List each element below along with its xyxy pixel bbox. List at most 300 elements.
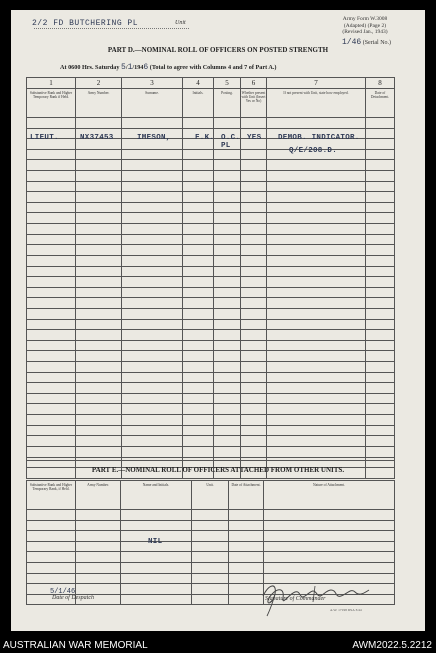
table-cell bbox=[76, 393, 122, 404]
table-cell bbox=[214, 351, 241, 362]
table-cell bbox=[241, 202, 267, 213]
table-cell bbox=[267, 245, 366, 256]
table-cell bbox=[183, 277, 214, 288]
table-cell bbox=[267, 118, 366, 129]
table-cell bbox=[366, 171, 395, 182]
table-cell bbox=[267, 192, 366, 203]
table-cell bbox=[76, 552, 121, 563]
table-row bbox=[27, 266, 395, 277]
column-number: 7 bbox=[267, 78, 366, 89]
archive-caption: AUSTRALIAN WAR MEMORIAL bbox=[3, 640, 148, 651]
table-cell bbox=[27, 520, 76, 531]
table-row bbox=[27, 563, 395, 574]
part-d-title: PART D.—NOMINAL ROLL OF OFFICERS ON POSTED STRENGTH bbox=[107, 46, 329, 54]
table-cell bbox=[267, 213, 366, 224]
year-typed: 6 bbox=[143, 63, 149, 72]
table-row bbox=[27, 330, 395, 341]
table-row bbox=[27, 372, 395, 383]
table-cell bbox=[267, 372, 366, 383]
table-cell bbox=[366, 149, 395, 160]
part-d-rows bbox=[27, 118, 395, 479]
table-cell bbox=[27, 202, 76, 213]
table-cell bbox=[241, 362, 267, 373]
table-cell bbox=[183, 351, 214, 362]
table-row bbox=[27, 541, 395, 552]
table-cell bbox=[264, 552, 395, 563]
table-cell bbox=[267, 234, 366, 245]
table-cell bbox=[27, 573, 76, 584]
table-cell bbox=[214, 213, 241, 224]
table-cell bbox=[27, 383, 76, 394]
table-cell bbox=[76, 149, 122, 160]
table-cell bbox=[76, 266, 122, 277]
table-cell bbox=[122, 149, 183, 160]
table-cell bbox=[122, 383, 183, 394]
table-cell bbox=[192, 541, 229, 552]
table-cell bbox=[27, 330, 76, 341]
column-header-row bbox=[27, 481, 395, 510]
table-row bbox=[27, 245, 395, 256]
table-row bbox=[27, 351, 395, 362]
table-row bbox=[27, 383, 395, 394]
table-cell bbox=[214, 266, 241, 277]
table-cell bbox=[183, 298, 214, 309]
table-cell bbox=[76, 319, 122, 330]
table-cell bbox=[241, 213, 267, 224]
table-row bbox=[27, 181, 395, 192]
table-cell bbox=[241, 393, 267, 404]
table-cell bbox=[183, 192, 214, 203]
table-cell bbox=[76, 160, 122, 171]
table-cell bbox=[366, 404, 395, 415]
part-d-subtitle: At 0600 Hrs. Saturday 5/1/1946 (Total to agree with Columns 4 and 7 of Part A.) bbox=[60, 63, 277, 72]
table-cell bbox=[76, 584, 121, 595]
table-cell bbox=[76, 245, 122, 256]
table-cell bbox=[27, 393, 76, 404]
table-cell bbox=[76, 213, 122, 224]
table-cell bbox=[27, 415, 76, 426]
form-ref-line: (Adapted) (Page 2) bbox=[343, 22, 387, 29]
table-cell bbox=[241, 181, 267, 192]
table-cell bbox=[366, 245, 395, 256]
table-cell bbox=[366, 234, 395, 245]
table-row bbox=[27, 202, 395, 213]
table-cell bbox=[27, 531, 76, 542]
table-row bbox=[27, 298, 395, 309]
table-cell bbox=[27, 277, 76, 288]
table-cell bbox=[121, 573, 192, 584]
table-cell bbox=[122, 277, 183, 288]
table-cell bbox=[366, 308, 395, 319]
table-cell bbox=[229, 563, 264, 574]
entry-employment: DEMOB. INDICATOR. bbox=[278, 134, 360, 142]
table-row bbox=[27, 234, 395, 245]
table-cell bbox=[76, 202, 122, 213]
table-cell bbox=[76, 224, 122, 235]
table-cell bbox=[366, 224, 395, 235]
table-cell bbox=[192, 573, 229, 584]
table-row bbox=[27, 552, 395, 563]
table-cell bbox=[183, 149, 214, 160]
table-cell bbox=[214, 330, 241, 341]
column-header: Date of Attachment. bbox=[229, 481, 264, 510]
table-cell bbox=[183, 415, 214, 426]
table-cell bbox=[229, 541, 264, 552]
table-cell bbox=[214, 149, 241, 160]
table-cell bbox=[183, 213, 214, 224]
entry-nil: NIL bbox=[148, 538, 163, 546]
table-cell bbox=[76, 425, 122, 436]
subtitle-suffix: (Total to agree with Columns 4 and 7 of Part A.) bbox=[149, 64, 277, 71]
table-row bbox=[27, 149, 395, 160]
column-header: Initials. bbox=[183, 89, 214, 118]
table-cell bbox=[122, 255, 183, 266]
table-cell bbox=[122, 415, 183, 426]
table-cell bbox=[241, 330, 267, 341]
column-header: Name and Initials. bbox=[121, 481, 192, 510]
table-cell bbox=[366, 298, 395, 309]
table-cell bbox=[241, 308, 267, 319]
table-cell bbox=[121, 552, 192, 563]
column-number: 4 bbox=[183, 78, 214, 89]
table-cell bbox=[214, 446, 241, 457]
table-cell bbox=[241, 245, 267, 256]
table-cell bbox=[229, 510, 264, 521]
subtitle-prefix: At 0600 Hrs. Saturday bbox=[60, 64, 120, 71]
table-cell bbox=[27, 446, 76, 457]
table-cell bbox=[27, 234, 76, 245]
table-cell bbox=[264, 531, 395, 542]
table-cell bbox=[241, 446, 267, 457]
table-row bbox=[27, 393, 395, 404]
table-cell bbox=[122, 266, 183, 277]
table-cell bbox=[27, 319, 76, 330]
table-cell bbox=[76, 308, 122, 319]
table-cell bbox=[27, 245, 76, 256]
table-cell bbox=[27, 160, 76, 171]
table-cell bbox=[27, 118, 76, 129]
unit-name: 2/2 FD BUTCHERING PL bbox=[32, 19, 139, 28]
table-cell bbox=[122, 446, 183, 457]
despatch-label: Date of Despatch bbox=[52, 595, 94, 601]
table-cell bbox=[183, 372, 214, 383]
table-cell bbox=[122, 224, 183, 235]
table-cell bbox=[76, 181, 122, 192]
table-cell bbox=[264, 520, 395, 531]
table-cell bbox=[366, 415, 395, 426]
table-cell bbox=[267, 330, 366, 341]
unit-underline bbox=[34, 28, 189, 29]
table-cell bbox=[267, 362, 366, 373]
table-cell bbox=[27, 510, 76, 521]
table-cell bbox=[76, 118, 122, 129]
table-cell bbox=[76, 372, 122, 383]
unit-label: Unit bbox=[175, 20, 186, 26]
date-month: 1 bbox=[127, 63, 133, 72]
signature-label: Signature of Commander bbox=[265, 596, 326, 602]
form-reference bbox=[320, 16, 410, 36]
table-cell bbox=[214, 425, 241, 436]
table-cell bbox=[183, 330, 214, 341]
table-cell bbox=[366, 330, 395, 341]
table-cell bbox=[122, 287, 183, 298]
table-cell bbox=[183, 383, 214, 394]
table-cell bbox=[27, 563, 76, 574]
table-cell bbox=[192, 510, 229, 521]
table-cell bbox=[183, 404, 214, 415]
table-cell bbox=[76, 520, 121, 531]
table-cell bbox=[27, 340, 76, 351]
table-cell bbox=[121, 563, 192, 574]
form-ref-line: (Revised Jan., 1943) bbox=[342, 29, 388, 35]
table-cell bbox=[214, 245, 241, 256]
table-cell bbox=[241, 415, 267, 426]
table-cell bbox=[366, 181, 395, 192]
table-cell bbox=[121, 594, 192, 605]
table-cell bbox=[183, 255, 214, 266]
table-cell bbox=[214, 255, 241, 266]
year-prefix: 194 bbox=[134, 64, 144, 71]
table-cell bbox=[122, 171, 183, 182]
table-cell bbox=[264, 563, 395, 574]
table-cell bbox=[27, 372, 76, 383]
table-cell bbox=[76, 255, 122, 266]
table-cell bbox=[122, 404, 183, 415]
table-cell bbox=[192, 531, 229, 542]
table-cell bbox=[214, 415, 241, 426]
table-cell bbox=[241, 319, 267, 330]
table-cell bbox=[183, 234, 214, 245]
table-cell bbox=[241, 425, 267, 436]
table-cell bbox=[366, 436, 395, 447]
entry-army-number: NX37453 bbox=[80, 134, 114, 142]
table-cell bbox=[366, 351, 395, 362]
table-cell bbox=[229, 531, 264, 542]
table-row bbox=[27, 213, 395, 224]
column-header: Army Number. bbox=[76, 89, 122, 118]
table-row bbox=[27, 362, 395, 373]
table-cell bbox=[366, 192, 395, 203]
table-cell bbox=[192, 520, 229, 531]
table-cell bbox=[76, 171, 122, 182]
table-cell bbox=[76, 383, 122, 394]
table-cell bbox=[183, 287, 214, 298]
table-row bbox=[27, 340, 395, 351]
table-cell bbox=[214, 383, 241, 394]
table-cell bbox=[192, 563, 229, 574]
table-cell bbox=[122, 319, 183, 330]
table-cell bbox=[27, 224, 76, 235]
table-cell bbox=[27, 436, 76, 447]
table-row bbox=[27, 308, 395, 319]
table-cell bbox=[183, 340, 214, 351]
table-cell bbox=[366, 160, 395, 171]
table-cell bbox=[241, 340, 267, 351]
table-cell bbox=[76, 277, 122, 288]
table-cell bbox=[267, 266, 366, 277]
table-cell bbox=[76, 510, 121, 521]
table-cell bbox=[214, 404, 241, 415]
table-cell bbox=[241, 298, 267, 309]
table-cell bbox=[122, 351, 183, 362]
table-cell bbox=[264, 541, 395, 552]
table-cell bbox=[27, 192, 76, 203]
column-number: 5 bbox=[214, 78, 241, 89]
signature-underline bbox=[255, 594, 385, 595]
table-cell bbox=[366, 372, 395, 383]
table-cell bbox=[122, 234, 183, 245]
serial-value: 1/46 bbox=[342, 38, 362, 47]
table-cell bbox=[76, 362, 122, 373]
table-cell bbox=[214, 160, 241, 171]
table-row bbox=[27, 510, 395, 521]
table-cell bbox=[76, 415, 122, 426]
table-cell bbox=[267, 181, 366, 192]
form-ref-line: Army Form W.3008 bbox=[342, 16, 388, 22]
table-cell bbox=[267, 436, 366, 447]
table-cell bbox=[267, 415, 366, 426]
table-cell bbox=[241, 192, 267, 203]
table-cell bbox=[122, 362, 183, 373]
column-number: 6 bbox=[241, 78, 267, 89]
table-cell bbox=[27, 171, 76, 182]
table-cell bbox=[366, 393, 395, 404]
table-cell bbox=[122, 393, 183, 404]
column-header: Army Number. bbox=[76, 481, 121, 510]
table-cell bbox=[267, 287, 366, 298]
table-cell bbox=[267, 277, 366, 288]
table-cell bbox=[122, 118, 183, 129]
table-cell bbox=[27, 298, 76, 309]
table-cell bbox=[76, 446, 122, 457]
table-cell bbox=[214, 224, 241, 235]
table-cell bbox=[76, 531, 121, 542]
section-divider bbox=[26, 460, 394, 461]
table-cell bbox=[229, 520, 264, 531]
entry-present: YES bbox=[247, 134, 262, 142]
table-cell bbox=[267, 308, 366, 319]
table-cell bbox=[267, 255, 366, 266]
column-header: Whether present with Unit (Insert Yes or No) bbox=[241, 89, 267, 118]
table-cell bbox=[192, 584, 229, 595]
table-row bbox=[27, 160, 395, 171]
table-cell bbox=[192, 594, 229, 605]
table-row bbox=[27, 531, 395, 542]
table-cell bbox=[214, 340, 241, 351]
table-cell bbox=[366, 383, 395, 394]
entry-rank: LIEUT. bbox=[30, 134, 59, 142]
table-cell bbox=[27, 287, 76, 298]
column-number: 8 bbox=[366, 78, 395, 89]
table-cell bbox=[183, 224, 214, 235]
table-cell bbox=[267, 171, 366, 182]
table-cell bbox=[122, 192, 183, 203]
table-cell bbox=[122, 436, 183, 447]
table-cell bbox=[241, 234, 267, 245]
table-cell bbox=[214, 277, 241, 288]
table-cell bbox=[183, 446, 214, 457]
table-cell bbox=[76, 351, 122, 362]
table-cell bbox=[122, 425, 183, 436]
table-cell bbox=[76, 340, 122, 351]
table-row bbox=[27, 287, 395, 298]
table-cell bbox=[214, 192, 241, 203]
date-day: 5 bbox=[121, 63, 126, 72]
table-row bbox=[27, 436, 395, 447]
table-cell bbox=[267, 319, 366, 330]
column-header: Surname. bbox=[122, 89, 183, 118]
table-cell bbox=[241, 118, 267, 129]
table-cell bbox=[267, 425, 366, 436]
table-cell bbox=[122, 298, 183, 309]
table-row bbox=[27, 520, 395, 531]
table-cell bbox=[366, 319, 395, 330]
table-cell bbox=[27, 425, 76, 436]
table-cell bbox=[241, 372, 267, 383]
table-cell bbox=[241, 287, 267, 298]
table-cell bbox=[76, 573, 121, 584]
column-number: 1 bbox=[27, 78, 76, 89]
table-cell bbox=[183, 308, 214, 319]
table-cell bbox=[122, 160, 183, 171]
table-cell bbox=[241, 149, 267, 160]
table-cell bbox=[76, 287, 122, 298]
table-cell bbox=[76, 298, 122, 309]
column-header: Substantive Rank and Higher Temporary Rank if Held. bbox=[27, 89, 76, 118]
table-cell bbox=[241, 351, 267, 362]
part-e-title: PART E.—NOMINAL ROLL OF OFFICERS ATTACHED FROM OTHER UNITS. bbox=[91, 466, 345, 474]
table-cell bbox=[192, 552, 229, 563]
table-cell bbox=[366, 362, 395, 373]
table-cell bbox=[121, 584, 192, 595]
table-cell bbox=[183, 319, 214, 330]
column-number: 3 bbox=[122, 78, 183, 89]
table-cell bbox=[183, 266, 214, 277]
table-row bbox=[27, 404, 395, 415]
table-cell bbox=[241, 160, 267, 171]
table-cell bbox=[27, 149, 76, 160]
table-cell bbox=[122, 308, 183, 319]
table-cell bbox=[76, 563, 121, 574]
table-row bbox=[27, 425, 395, 436]
table-cell bbox=[214, 181, 241, 192]
table-cell bbox=[366, 213, 395, 224]
table-cell bbox=[214, 298, 241, 309]
table-cell bbox=[27, 351, 76, 362]
table-cell bbox=[366, 340, 395, 351]
table-cell bbox=[241, 266, 267, 277]
entry-posting: O.C. PL bbox=[221, 134, 241, 150]
serial-label: (Serial No.) bbox=[362, 40, 392, 46]
table-cell bbox=[214, 308, 241, 319]
table-cell bbox=[122, 245, 183, 256]
column-header: Date of Detachment. bbox=[366, 89, 395, 118]
table-cell bbox=[122, 340, 183, 351]
column-header: If not present with Unit, state how employed. bbox=[267, 89, 366, 118]
table-cell bbox=[267, 298, 366, 309]
table-row bbox=[27, 415, 395, 426]
table-cell bbox=[366, 139, 395, 150]
table-cell bbox=[76, 541, 121, 552]
table-cell bbox=[267, 383, 366, 394]
table-cell bbox=[76, 436, 122, 447]
table-cell bbox=[241, 277, 267, 288]
table-cell bbox=[241, 171, 267, 182]
column-header: Substantive Rank and Higher Temporary Rank, if Held. bbox=[27, 481, 76, 510]
table-cell bbox=[267, 202, 366, 213]
table-cell bbox=[27, 255, 76, 266]
table-cell bbox=[264, 510, 395, 521]
